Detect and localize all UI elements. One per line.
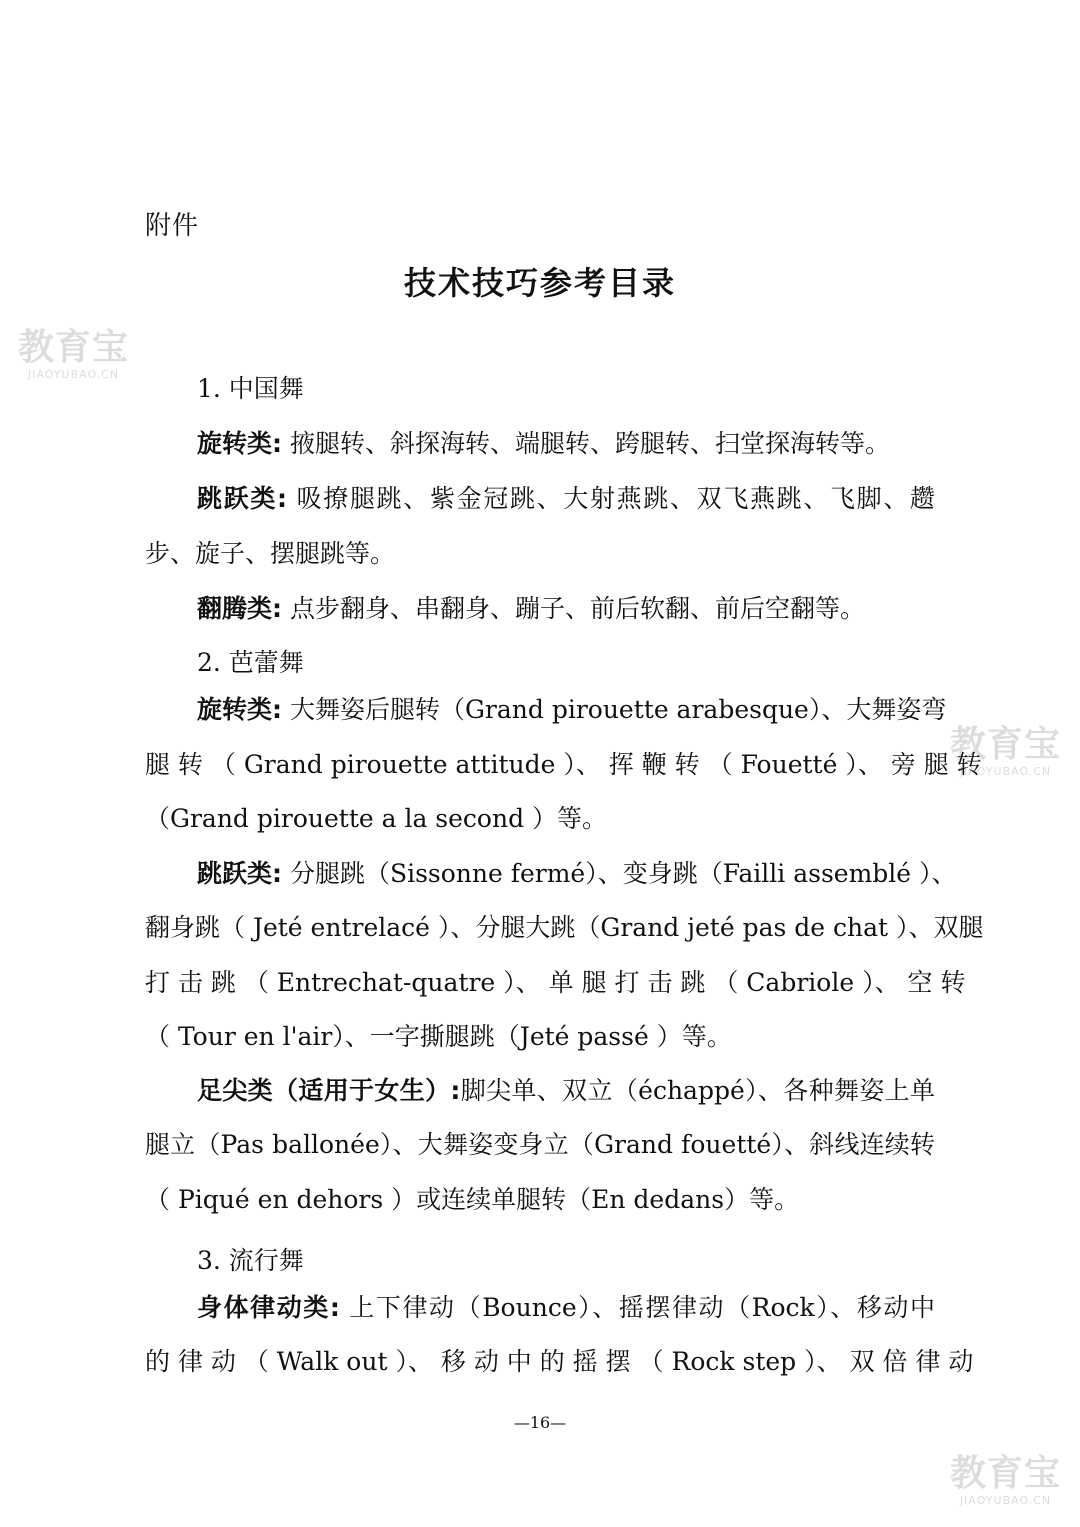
- paragraph-line: [197, 591, 935, 627]
- watermark-cn: 教育宝: [18, 327, 130, 368]
- paragraph-line: 腿立（Pas ballonée）、大舞姿变身立（Grand fouetté）、斜线连续转: [145, 1130, 935, 1159]
- line-text: 吸撩腿跳、紫金冠跳、大射燕跳、双飞燕跳、飞脚、趱: [287, 484, 936, 513]
- watermark-logo: [18, 327, 130, 381]
- category-label: 旋转类:: [197, 429, 282, 458]
- category-label: 跳跃类:: [197, 484, 288, 513]
- watermark-cn: 教育宝: [950, 1453, 1062, 1494]
- watermark-cn: 教育宝: [950, 724, 1062, 765]
- section-heading-ballet: 2. 芭蕾舞: [197, 648, 304, 677]
- page-number: —16—: [513, 1413, 567, 1432]
- line-text: 脚尖单、双立（échappé）、各种舞姿上单: [460, 1076, 935, 1105]
- category-label: 足尖类（适用于女生）:: [197, 1076, 461, 1105]
- paragraph-line: 腿 转 （ Grand pirouette attitude ）、 挥 鞭 转 （ Fouetté ）、 旁 腿 转: [145, 750, 982, 779]
- page-title: 技术技巧参考目录: [403, 264, 676, 302]
- paragraph-line: （ Piqué en dehors ）或连续单腿转（En dedans）等。: [145, 1185, 800, 1214]
- line-text: 分腿跳（Sissonne fermé）、变身跳（Failli assemblé ）、: [282, 859, 957, 888]
- paragraph-line: 步、旋子、摆腿跳等。: [145, 539, 396, 568]
- paragraph-line: [197, 1290, 935, 1326]
- paragraph-line: [197, 426, 935, 462]
- paragraph-line: 打 击 跳 （ Entrechat-quatre ）、 单 腿 打 击 跳 （ Cabriole ）、 空 转: [145, 968, 966, 997]
- watermark-en: JIAOYUBAO.CN: [959, 1494, 1052, 1507]
- watermark-en: JIAOYUBAO.CN: [27, 368, 120, 381]
- line-text: 掖腿转、斜探海转、端腿转、跨腿转、扫堂探海转等。: [282, 429, 890, 458]
- paragraph-line: [197, 1073, 935, 1109]
- category-label: 跳跃类:: [197, 859, 282, 888]
- paragraph-line: 翻身跳（ Jeté entrelacé ）、分腿大跳（Grand jeté pas de chat ）、双腿: [145, 913, 984, 942]
- watermark-en: JIAOYUBAO.CN: [959, 765, 1052, 778]
- category-label: 旋转类:: [197, 695, 282, 724]
- section-heading-popular-dance: 3. 流行舞: [197, 1246, 304, 1275]
- paragraph-line: [197, 692, 947, 728]
- line-text: 大舞姿后腿转（Grand pirouette arabesque）、大舞姿弯: [282, 695, 947, 724]
- line-text: 点步翻身、串翻身、蹦子、前后软翻、前后空翻等。: [282, 594, 865, 623]
- category-label: 翻腾类:: [197, 594, 282, 623]
- line-text: 上下律动（Bounce）、摇摆律动（Rock）、移动中: [339, 1293, 936, 1322]
- paragraph-line: [197, 856, 957, 892]
- category-label: 身体律动类:: [197, 1293, 340, 1322]
- paragraph-line: 的 律 动 （ Walk out ）、 移 动 中 的 摇 摆 （ Rock step ）、 双 倍 律 动: [145, 1347, 974, 1376]
- paragraph-line: （ Tour en l'air）、一字撕腿跳（Jeté passé ）等。: [145, 1022, 732, 1051]
- attachment-label: 附件: [145, 211, 200, 241]
- paragraph-line: [197, 481, 935, 517]
- watermark-logo: [950, 1453, 1062, 1507]
- section-heading-chinese-dance: 1. 中国舞: [197, 374, 304, 403]
- paragraph-line: （Grand pirouette a la second ）等。: [145, 804, 608, 833]
